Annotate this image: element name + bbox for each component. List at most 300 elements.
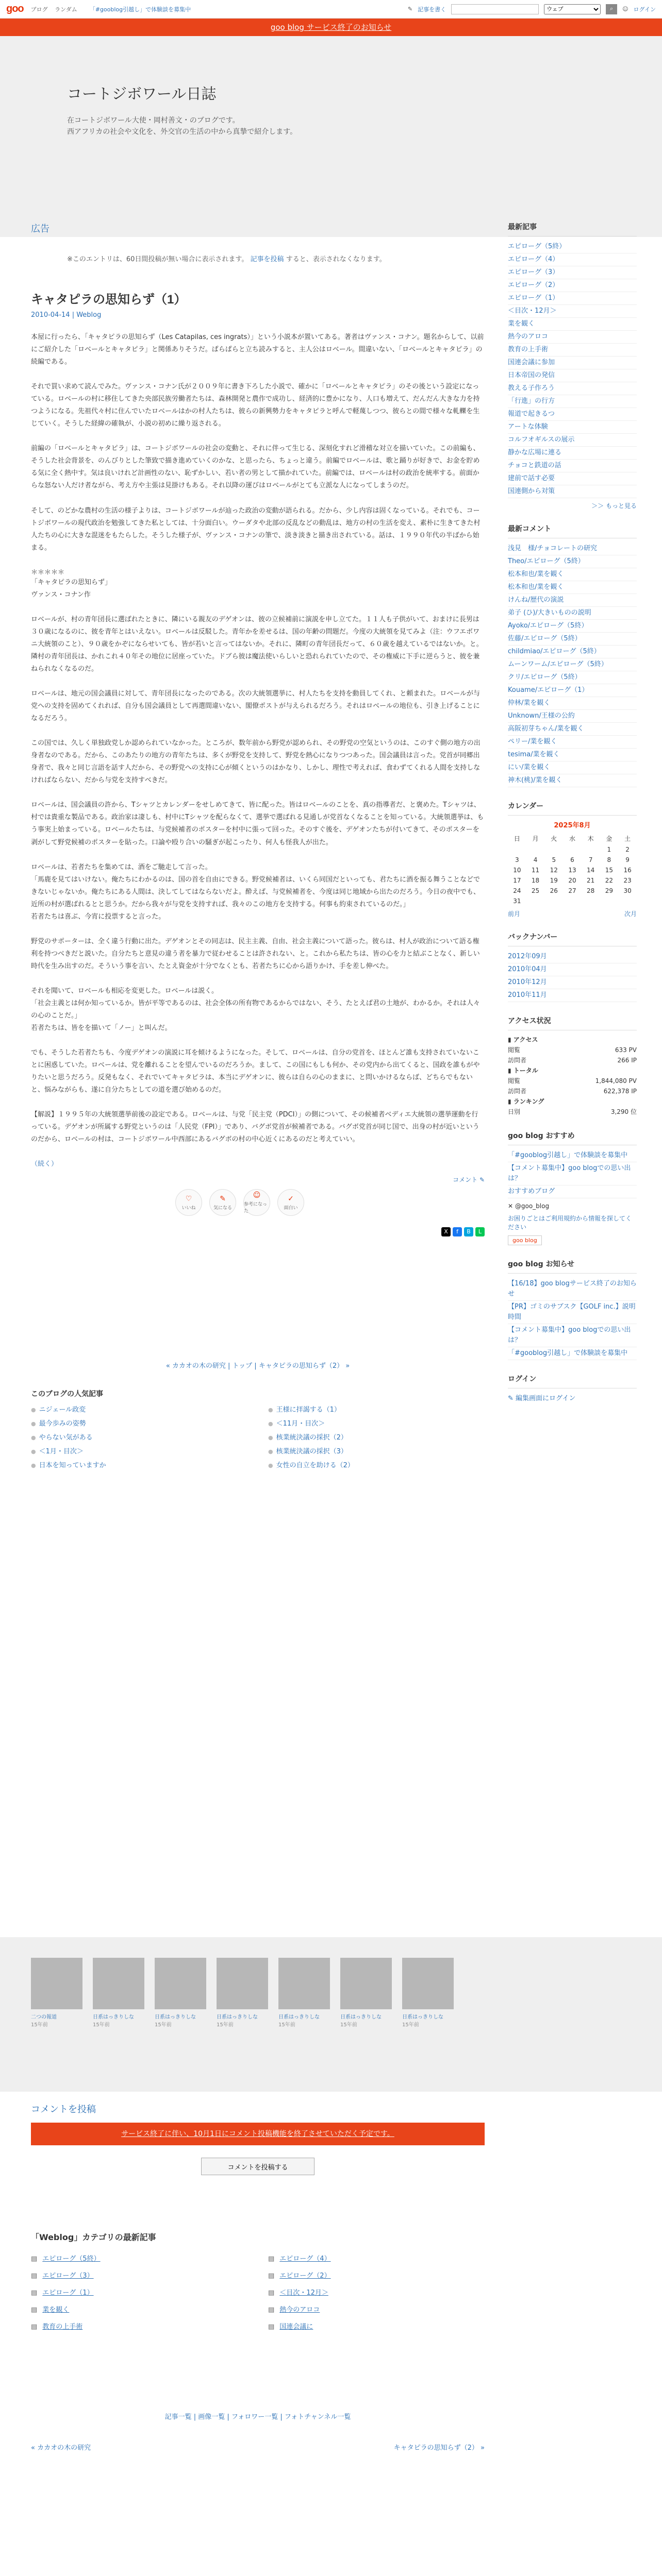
popular-link[interactable]: 日本を知っていますか <box>39 1462 106 1470</box>
reaction-button[interactable] <box>209 1189 236 1216</box>
footer-next-link[interactable]: キャタピラの思知らず（2） » <box>393 2444 485 2452</box>
calendar-day[interactable]: 25 <box>531 887 540 894</box>
comment-link[interactable]: 佐藤/エピローグ（5終） <box>508 635 582 642</box>
calendar-day[interactable] <box>508 844 526 855</box>
category-latest-link[interactable]: エピローグ（4） <box>279 2255 331 2263</box>
latest-link[interactable]: 教える子作ろう <box>508 384 555 392</box>
comment-end-notice[interactable]: サービス終了に伴い、10月1日にコメント投稿機能を終了させていただく予定です。 <box>31 2123 485 2145</box>
comment-link[interactable]: クリ/エピローグ（5終） <box>508 673 582 681</box>
calendar-day[interactable] <box>582 896 600 906</box>
latest-link[interactable]: アートな体験 <box>508 423 548 431</box>
latest-link[interactable]: 国連会議に参加 <box>508 359 555 366</box>
notice-text: すると、表示されなくなります。 <box>286 256 386 263</box>
news-link[interactable]: 【PR】ゴミのサブスク【GOLF inc.】説明時間 <box>508 1303 636 1321</box>
calendar-body <box>508 844 637 906</box>
latest-item[interactable] <box>508 395 637 408</box>
calendar-day[interactable] <box>526 844 545 855</box>
thumbnail-title[interactable]: 二つの報道 <box>31 2014 57 2020</box>
pencil-icon: ✎ <box>220 1194 226 1203</box>
popular-item[interactable] <box>268 1418 485 1428</box>
latest-link[interactable]: ＜目次・12月＞ <box>508 307 557 315</box>
pencil-icon: ✎ <box>407 6 413 12</box>
comment-item[interactable] <box>508 620 637 633</box>
calendar-week <box>508 844 637 855</box>
latest-link[interactable]: エピローグ（5終） <box>508 243 566 250</box>
popular-link[interactable]: 核業統決議の採択（2） <box>276 1434 347 1442</box>
post-comment-button[interactable]: コメントを投稿する <box>201 2158 315 2175</box>
popular-item[interactable] <box>31 1460 247 1469</box>
news-link[interactable]: 【16/18】goo blogサービス終了のお知らせ <box>508 1280 637 1298</box>
calendar-day[interactable]: 5 <box>552 856 556 863</box>
recommend-item[interactable] <box>508 1185 637 1198</box>
latest-item[interactable] <box>508 305 637 318</box>
calendar-day[interactable]: 23 <box>623 877 632 884</box>
thumbnail-image[interactable] <box>340 1958 392 2009</box>
blog-desc-line: 西アフリカの社会や文化を、外交官の生活の中から真摯で紹介します。 <box>67 128 297 137</box>
cal-next-link[interactable]: 次月 <box>624 910 637 918</box>
category-latest-link[interactable]: エピローグ（2） <box>279 2272 331 2280</box>
thumbnail-card[interactable] <box>155 1958 206 2092</box>
backnumber-item[interactable] <box>508 963 637 976</box>
comment-link[interactable]: にい/業を観く <box>508 764 551 771</box>
calendar-day[interactable] <box>544 844 563 855</box>
access-value: 622,378 IP <box>603 1088 637 1095</box>
category-latest-item[interactable] <box>268 2270 485 2280</box>
cal-prev-link[interactable]: 前月 <box>508 910 521 918</box>
calendar-weekday: 水 <box>569 835 575 842</box>
comment-link-label[interactable]: コメント <box>453 1176 478 1184</box>
category-latest-link[interactable]: エピローグ（3） <box>42 2272 94 2280</box>
thumbnail-image[interactable] <box>402 1958 454 2009</box>
recommend-item[interactable] <box>508 1149 637 1162</box>
category-latest-link[interactable]: 教育の上手術 <box>42 2323 83 2331</box>
thumbnail-card[interactable] <box>217 1958 268 2092</box>
news-item[interactable] <box>508 1278 637 1301</box>
calendar-day[interactable]: 24 <box>513 887 521 894</box>
calendar-weekday: 木 <box>587 835 594 842</box>
reactions <box>175 1189 485 1216</box>
category-latest-link[interactable]: ＜目次・12月＞ <box>279 2289 328 2297</box>
goo-blog-badge[interactable]: goo blog <box>508 1235 542 1245</box>
calendar-day[interactable] <box>544 896 563 906</box>
popular-item[interactable] <box>268 1446 485 1455</box>
latest-link[interactable]: 熱今のアロコ <box>508 333 549 341</box>
comment-link[interactable]: 浅見 様/チョコレートの研究 <box>508 545 597 552</box>
calendar-day[interactable]: 20 <box>568 877 576 884</box>
recommend-item[interactable] <box>508 1162 637 1185</box>
latest-item[interactable] <box>508 357 637 369</box>
quote-title: 「キャタピラの思知らず」 <box>31 578 112 586</box>
nav-blog[interactable]: ブログ <box>30 6 48 13</box>
blog-title[interactable]: コートジボワール日誌 <box>67 86 217 103</box>
thumbnail-image[interactable] <box>278 1958 330 2009</box>
editor-login-label[interactable]: 編集画面にログイン <box>516 1395 576 1402</box>
access-value: 266 IP <box>617 1057 637 1064</box>
latest-item[interactable] <box>508 382 637 395</box>
latest-item[interactable] <box>508 253 637 266</box>
latest-item[interactable] <box>508 241 637 253</box>
thumbnail-strip <box>0 1937 662 2092</box>
latest-item[interactable] <box>508 318 637 331</box>
calendar-week <box>508 886 637 896</box>
access-row <box>508 1076 637 1086</box>
latest-link[interactable]: コルフオギルスの展示 <box>508 436 575 444</box>
sns-link[interactable] <box>508 1202 637 1210</box>
comment-link[interactable]: 仲林/業を観く <box>508 699 551 707</box>
comment-item[interactable] <box>508 723 637 736</box>
article-paragraph: ロベールは、若者たちを集めては、酒をご馳走して言った。 <box>31 863 212 871</box>
calendar-day[interactable] <box>582 844 600 855</box>
comment-link[interactable]: Theo/エピローグ（5終） <box>508 557 585 565</box>
sns-label[interactable]: @goo_blog <box>515 1202 550 1210</box>
promo-link[interactable]: 「#gooblog引越し」で体験談を募集中 <box>89 6 191 13</box>
recommend-note[interactable]: お困りごとはご利用規約から情報を探してください <box>508 1215 632 1231</box>
comment-item[interactable] <box>508 671 637 684</box>
calendar-day[interactable]: 4 <box>533 856 538 863</box>
news-link[interactable]: 【コメント募集中】goo blogでの思い出は？ <box>508 1326 631 1344</box>
quote-author: ヴァンス・コナン作 <box>31 590 91 599</box>
post-article-link[interactable]: 記事を投稿 <box>250 256 284 263</box>
category-latest-item[interactable] <box>268 2321 485 2331</box>
latest-item[interactable] <box>508 485 637 498</box>
comment-item[interactable] <box>508 684 637 697</box>
latest-item[interactable] <box>508 331 637 344</box>
comment-item[interactable] <box>508 607 637 620</box>
latest-item[interactable] <box>508 369 637 382</box>
comment-link[interactable]: 神木(桃)/業を観く <box>508 776 562 784</box>
comment-item[interactable] <box>508 710 637 723</box>
category-latest-item[interactable] <box>31 2321 247 2331</box>
comment-link[interactable]: Kouame/エピローグ（1） <box>508 686 589 694</box>
entry-title[interactable]: キャタピラの思知らず（1） <box>31 293 187 307</box>
thumbnail-title[interactable]: 日系はっきりしな <box>278 2014 320 2020</box>
calendar-day[interactable]: 26 <box>550 887 558 894</box>
calendar-day[interactable] <box>563 896 582 906</box>
popular-heading: このブログの人気記事 <box>31 1390 103 1399</box>
comment-item[interactable] <box>508 581 637 594</box>
latest-item[interactable] <box>508 266 637 279</box>
comment-post-heading: コメントを投稿 <box>31 2104 96 2115</box>
login-heading: ログイン <box>508 1374 637 1388</box>
access-box <box>508 1015 637 1117</box>
comments-heading: 最新コメント <box>508 523 637 538</box>
access-label: 閲覧 <box>508 1077 521 1084</box>
calendar-day[interactable]: 21 <box>587 877 595 884</box>
calendar-day[interactable]: 3 <box>515 856 519 863</box>
comment-link[interactable]: 松本和也/業を観く <box>508 583 564 591</box>
popular-item[interactable] <box>268 1404 485 1414</box>
access-label: 日別 <box>508 1108 521 1115</box>
category-latest-item[interactable] <box>31 2304 247 2314</box>
total-sub <box>508 1065 637 1076</box>
calendar-day[interactable]: 11 <box>531 867 540 874</box>
news-item[interactable] <box>508 1324 637 1347</box>
thumbnail-image[interactable] <box>31 1958 82 2009</box>
thumbnail-title[interactable]: 日系はっきりしな <box>155 2014 196 2020</box>
comment-link[interactable]: 松本和也/業を観く <box>508 570 564 578</box>
category-latest-item[interactable] <box>31 2253 247 2263</box>
entry-category[interactable]: Weblog <box>76 311 102 319</box>
footer-prev-link[interactable]: « カカオの木の研究 <box>31 2444 91 2452</box>
latest-item[interactable] <box>508 434 637 447</box>
thumbnail-title[interactable]: 日系はっきりしな <box>93 2014 134 2020</box>
access-row <box>508 1107 637 1117</box>
comment-link[interactable]: けんね/歴代の演説 <box>508 596 564 604</box>
backnumber-item[interactable] <box>508 989 637 1002</box>
popular-link[interactable]: 女性の自立を助ける（2） <box>276 1462 354 1470</box>
thumbnail-card[interactable] <box>31 1958 82 2092</box>
chart-icon: ▮ <box>508 1036 514 1043</box>
calendar-day[interactable] <box>563 844 582 855</box>
news-box <box>508 1259 637 1360</box>
more-link[interactable]: ＞＞ もっと見る <box>591 502 637 510</box>
popular-link[interactable]: ＜11月・目次＞ <box>276 1420 325 1428</box>
comment-link[interactable]: Unknown/王様の公約 <box>508 712 575 720</box>
goo-logo[interactable]: goo <box>6 3 24 14</box>
write-post-link[interactable]: 記事を書く <box>418 6 446 13</box>
calendar-day[interactable]: 18 <box>531 877 540 884</box>
latest-link[interactable]: エピローグ（1） <box>508 294 559 302</box>
thumbnail-title[interactable]: 日系はっきりしな <box>340 2014 382 2020</box>
popular-item[interactable] <box>268 1460 485 1469</box>
search-scope-select[interactable] <box>544 4 601 14</box>
reaction-button[interactable] <box>243 1189 270 1216</box>
calendar-heading: カレンダー <box>508 801 637 816</box>
popular-link[interactable]: ニジェール政変 <box>39 1406 86 1414</box>
search-input[interactable] <box>451 4 539 14</box>
article-paragraph: ロベールは、地元の国会議員に対して、青年団長になったのである。次の大統領選挙に、村人たちを支持を動員してくれ、と頼まれた。ロベールが与党への支持を固めてくれれば、自分も国会議員として再選間違いない、閣僚ポストが与えられるだろう。それはロベールの地位も、引き上げることになるだろう。 <box>31 690 481 723</box>
latest-link[interactable]: 「行進」の行方 <box>508 397 555 405</box>
calendar-day[interactable] <box>600 896 619 906</box>
popular-link[interactable]: 王様に拝謁する（1） <box>276 1406 341 1414</box>
latest-item[interactable] <box>508 292 637 305</box>
category-latest <box>31 2231 485 2331</box>
latest-link[interactable]: エピローグ（2） <box>508 281 559 289</box>
news-item[interactable] <box>508 1347 637 1360</box>
recommend-link[interactable]: 【コメント募集中】goo blogでの思い出は？ <box>508 1164 631 1182</box>
calendar-day[interactable]: 27 <box>568 887 576 894</box>
comment-item[interactable] <box>508 658 637 671</box>
search-button[interactable] <box>606 4 617 14</box>
latest-link[interactable]: 建前で話す必要 <box>508 474 555 482</box>
login-box <box>508 1374 637 1402</box>
backnumber-link[interactable]: 2010年11月 <box>508 991 547 999</box>
latest-item[interactable] <box>508 408 637 421</box>
popular-item[interactable] <box>268 1432 485 1442</box>
thumbnail-image[interactable] <box>155 1958 206 2009</box>
article-paragraph: それを聞いて、ロベールも相応を変更した。ロベールは説く。 <box>31 987 218 995</box>
entry-pager[interactable]: « カカオの木の研究 | トップ | キャタピラの思知らず（2） » <box>166 1362 350 1370</box>
calendar-day[interactable]: 2 <box>625 846 630 853</box>
comment-item[interactable] <box>508 774 637 787</box>
comment-item[interactable] <box>508 555 637 568</box>
comment-item[interactable] <box>508 543 637 555</box>
recommend-link[interactable]: おすすめブログ <box>508 1188 555 1195</box>
x-share-icon[interactable]: X <box>441 1227 451 1236</box>
footer-pager <box>31 2442 485 2452</box>
latest-link[interactable]: エピローグ（3） <box>508 268 559 276</box>
latest-item[interactable] <box>508 460 637 472</box>
backnumber-item[interactable] <box>508 976 637 989</box>
nav-random[interactable]: ランダム <box>55 6 77 13</box>
thumbnail-image[interactable] <box>217 1958 268 2009</box>
calendar-day[interactable]: 7 <box>588 856 593 863</box>
popular-item[interactable] <box>31 1418 247 1428</box>
category-latest-link[interactable]: 国連会議に <box>279 2323 313 2331</box>
backnumber-link[interactable]: 2010年04月 <box>508 965 547 973</box>
latest-link[interactable]: 業を観く <box>508 320 535 328</box>
calendar-nav <box>508 909 637 918</box>
service-end-notice[interactable]: goo blog サービス終了のお知らせ <box>0 19 662 36</box>
calendar-day[interactable] <box>526 896 545 906</box>
news-link[interactable]: 「#gooblog引越し」で体験談を募集中 <box>508 1349 628 1357</box>
comment-link[interactable] <box>31 1175 485 1184</box>
comment-link[interactable]: childmiao/エピローグ（5終） <box>508 648 601 655</box>
comment-link[interactable]: tesima/業を観く <box>508 751 560 758</box>
calendar-day[interactable]: 9 <box>625 856 630 863</box>
latest-item[interactable] <box>508 472 637 485</box>
reaction-button[interactable] <box>277 1189 304 1216</box>
calendar-day[interactable]: 30 <box>623 887 632 894</box>
latest-list <box>508 241 637 498</box>
continued-label: （続く） <box>31 1160 58 1168</box>
calendar-day[interactable]: 13 <box>568 867 576 874</box>
calendar-table <box>508 833 637 906</box>
backnumber-link[interactable]: 2010年12月 <box>508 978 547 986</box>
category-latest-item[interactable] <box>268 2253 485 2263</box>
popular-link[interactable]: 核業統決議の採択（3） <box>276 1448 347 1456</box>
category-latest-link[interactable]: エピローグ（5終） <box>42 2255 101 2263</box>
backnumber-link[interactable]: 2012年09月 <box>508 953 547 960</box>
comment-item[interactable] <box>508 761 637 774</box>
news-heading: goo blog お知らせ <box>508 1259 637 1274</box>
category-latest-item[interactable] <box>31 2287 247 2297</box>
category-latest-link[interactable]: 熱今のアロコ <box>279 2306 320 2314</box>
share-buttons <box>31 1227 485 1236</box>
calendar-week <box>508 875 637 886</box>
calendar-day[interactable]: 1 <box>607 846 611 853</box>
latest-link[interactable]: 教育の上手術 <box>508 346 549 353</box>
popular-item[interactable] <box>31 1446 247 1455</box>
comment-item[interactable] <box>508 736 637 749</box>
calendar-week <box>508 896 637 906</box>
latest-item[interactable] <box>508 447 637 460</box>
thumbnail-title[interactable]: 日系はっきりしな <box>402 2014 443 2020</box>
reaction-label: 気になる <box>213 1205 232 1211</box>
heart-icon: ♡ <box>185 1194 192 1203</box>
access-value: 3,290 位 <box>610 1108 637 1115</box>
popular-link[interactable]: やらない気がある <box>39 1434 93 1442</box>
thumbnail-image[interactable] <box>93 1958 144 2009</box>
latest-link[interactable]: エピローグ（4） <box>508 256 559 263</box>
calendar-day[interactable]: 22 <box>605 877 613 884</box>
hatena-share-icon[interactable]: B <box>464 1227 473 1236</box>
calendar-day[interactable]: 29 <box>605 887 613 894</box>
comment-item[interactable] <box>508 633 637 646</box>
comment-link[interactable]: ムーンワーム/エピローグ（5終） <box>508 660 608 668</box>
calendar-day[interactable] <box>618 896 637 906</box>
category-latest-link[interactable]: エピローグ（1） <box>42 2289 94 2297</box>
category-latest-item[interactable] <box>268 2287 485 2297</box>
category-latest-item[interactable] <box>268 2304 485 2314</box>
calendar-day[interactable]: 15 <box>605 867 613 874</box>
chart-icon: ▮ <box>508 1067 514 1074</box>
line-share-icon[interactable]: L <box>475 1227 485 1236</box>
comment-item[interactable] <box>508 749 637 761</box>
category-latest-list <box>31 2253 485 2331</box>
latest-item[interactable] <box>508 421 637 434</box>
calendar-day[interactable]: 14 <box>587 867 595 874</box>
comment-link[interactable]: 弟子 (ひ)/大きいものの説明 <box>508 609 591 617</box>
notice-text: ※このエントリは、60日間投稿が無い場合に表示されます。 <box>67 256 249 263</box>
latest-item[interactable] <box>508 279 637 292</box>
access-row <box>508 1045 637 1055</box>
comment-item[interactable] <box>508 646 637 658</box>
access-sub <box>508 1035 637 1045</box>
footer-links[interactable]: 記事一覧 | 画像一覧 | フォロワー一覧 | フォトチャンネル一覧 <box>164 2413 351 2421</box>
category-latest-link[interactable]: 業を観く <box>42 2306 70 2314</box>
category-latest-item[interactable] <box>31 2270 247 2280</box>
calendar-day[interactable]: 31 <box>513 897 521 905</box>
popular-item[interactable] <box>31 1432 247 1442</box>
x-icon: ✕ <box>508 1202 515 1210</box>
thumbnail-card[interactable] <box>340 1958 392 2092</box>
calendar-day[interactable]: 6 <box>570 856 574 863</box>
thumbnail-card[interactable] <box>93 1958 144 2092</box>
popular-link[interactable]: 最今歩みの姿勢 <box>39 1420 86 1428</box>
backnumber-heading: バックナンバー <box>508 931 637 946</box>
thumbnail-title[interactable]: 日系はっきりしな <box>217 2014 258 2020</box>
calendar-day[interactable]: 19 <box>550 877 558 884</box>
news-item[interactable] <box>508 1301 637 1324</box>
latest-link[interactable]: 国連側から対策 <box>508 487 555 495</box>
latest-item[interactable] <box>508 344 637 357</box>
comment-item[interactable] <box>508 697 637 710</box>
calendar-day[interactable]: 28 <box>587 887 595 894</box>
calendar-day[interactable]: 8 <box>607 856 611 863</box>
comment-link[interactable]: 高阪初芽ちゃん/業を観く <box>508 725 584 733</box>
calendar-day[interactable]: 10 <box>513 867 521 874</box>
backnumber-list <box>508 951 637 1002</box>
comment-item[interactable] <box>508 594 637 607</box>
reaction-button[interactable] <box>175 1189 202 1216</box>
popular-link[interactable]: ＜1月・目次＞ <box>39 1448 84 1456</box>
latest-link[interactable]: チョコと鉄道の話 <box>508 462 561 469</box>
backnumber-item[interactable] <box>508 951 637 963</box>
calendar-day[interactable]: 16 <box>623 867 632 874</box>
latest-link[interactable]: 日本帝国の発信 <box>508 371 555 379</box>
thumbnail-card[interactable] <box>278 1958 330 2092</box>
recommend-link[interactable]: 「#gooblog引越し」で体験談を募集中 <box>508 1151 628 1159</box>
comment-item[interactable] <box>508 568 637 581</box>
facebook-share-icon[interactable]: f <box>453 1227 462 1236</box>
popular-item[interactable] <box>31 1404 247 1414</box>
comment-link[interactable]: ペリー/業を観く <box>508 738 557 745</box>
reaction-label: 面白い <box>284 1205 298 1211</box>
latest-link[interactable]: 静かな広場に連る <box>508 449 562 456</box>
thumbnail-card[interactable] <box>402 1958 454 2092</box>
comment-link[interactable]: Ayoko/エピローグ（5終） <box>508 622 588 630</box>
comment-icon: ✎ <box>479 1176 485 1184</box>
article-paragraph: 「社会主義とは何か知っているか。皆が平等であるのは、社会全体の所有物であるからではない、そう、たとえば君の土地が、わかるか。それは人々の心のことだ。」 <box>31 999 480 1020</box>
calendar-day[interactable]: 12 <box>550 867 558 874</box>
article-paragraph: 前編の「ロベールとキャタピラ」は、コートジボワールの社会の変動と、それに伴って生じる、深刻化すれど滑稽な対立を描いていた。この前編も、そうした社会背景を、のんびりとした筆致で描き進めていくのかな、と思ったら、ちょっと違う。前編でロベールは、歌と踊りが好きで、お金を貯める気に全く熱中す。気は良いけれど計画性のない、恥ずかしい、若い者の男として描かれていた。前編では、ロベールは村の政治を統率する。前面からな怒ない人だけ者ながら、考え方や主張は見掛けもある。それ以降の運びはロベールがとても立派な人になってしまうのだ。 <box>31 445 480 490</box>
editor-login-link[interactable] <box>508 1395 575 1402</box>
calendar-weekday: 火 <box>551 835 557 842</box>
calendar-day[interactable]: 17 <box>513 877 521 884</box>
latest-link[interactable]: 報道で起きるつ <box>508 410 555 418</box>
login-link[interactable]: ログイン <box>633 6 656 13</box>
